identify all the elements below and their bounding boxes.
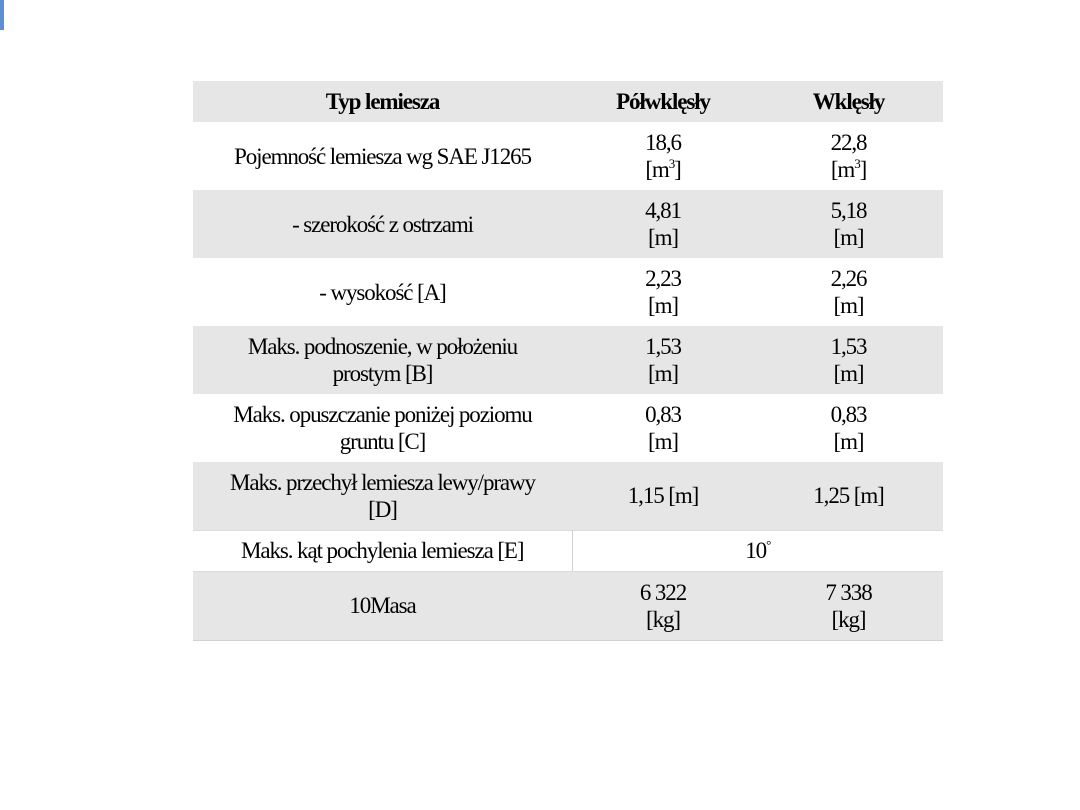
header-semi-u-blade: Półwklęsły xyxy=(572,81,754,122)
cell-value-merged: 10° xyxy=(572,530,943,571)
cell-value: 1,15 [m] xyxy=(572,462,754,530)
cell-value: 4,81 [m] xyxy=(572,190,754,258)
row-label: Pojemność lemiesza wg SAE J1265 xyxy=(193,122,572,190)
header-blade-type: Typ lemiesza xyxy=(193,81,572,122)
row-label: Maks. przechył lemiesza lewy/prawy [D] xyxy=(193,462,572,530)
row-label: 10Masa xyxy=(193,571,572,640)
table-row-mass xyxy=(193,571,943,640)
cell-value: 22,8 $[m^3]$ xyxy=(754,122,943,190)
cell-value: 1,25 [m] xyxy=(754,462,943,530)
cell-value: 6 322 [kg] xyxy=(572,571,754,640)
table-row-width xyxy=(193,190,943,258)
cell-value: 0,83 [m] xyxy=(572,394,754,462)
cell-value: 1,53 [m] xyxy=(572,326,754,394)
row-label: Maks. opuszczanie poniżej poziomu gruntu [C] xyxy=(193,394,572,462)
row-label: Maks. kąt pochylenia lemiesza [E] xyxy=(193,530,572,571)
cell-value: 2,23 [m] xyxy=(572,258,754,326)
cell-value: 0,83 [m] xyxy=(754,394,943,462)
table-header-row xyxy=(193,81,943,122)
table-row-max-drop xyxy=(193,394,943,462)
table-row-capacity xyxy=(193,122,943,190)
cell-value: 7 338 [kg] xyxy=(754,571,943,640)
table-row-max-tilt xyxy=(193,462,943,530)
cell-value: 5,18 [m] xyxy=(754,190,943,258)
blade-specification-table xyxy=(193,81,943,641)
row-label: - wysokość [A] xyxy=(193,258,572,326)
cell-value: 18,6 $[m^3]$ xyxy=(572,122,754,190)
cell-value: 2,26 [m] xyxy=(754,258,943,326)
corner-accent-mark xyxy=(0,0,4,30)
table-row-pitch-angle xyxy=(193,530,943,571)
cell-value: 1,53 [m] xyxy=(754,326,943,394)
row-label: Maks. podnoszenie, w położeniu prostym [B] xyxy=(193,326,572,394)
row-label: - szerokość z ostrzami xyxy=(193,190,572,258)
table-row-height xyxy=(193,258,943,326)
table-row-max-lift xyxy=(193,326,943,394)
header-u-blade: Wklęsły xyxy=(754,81,943,122)
